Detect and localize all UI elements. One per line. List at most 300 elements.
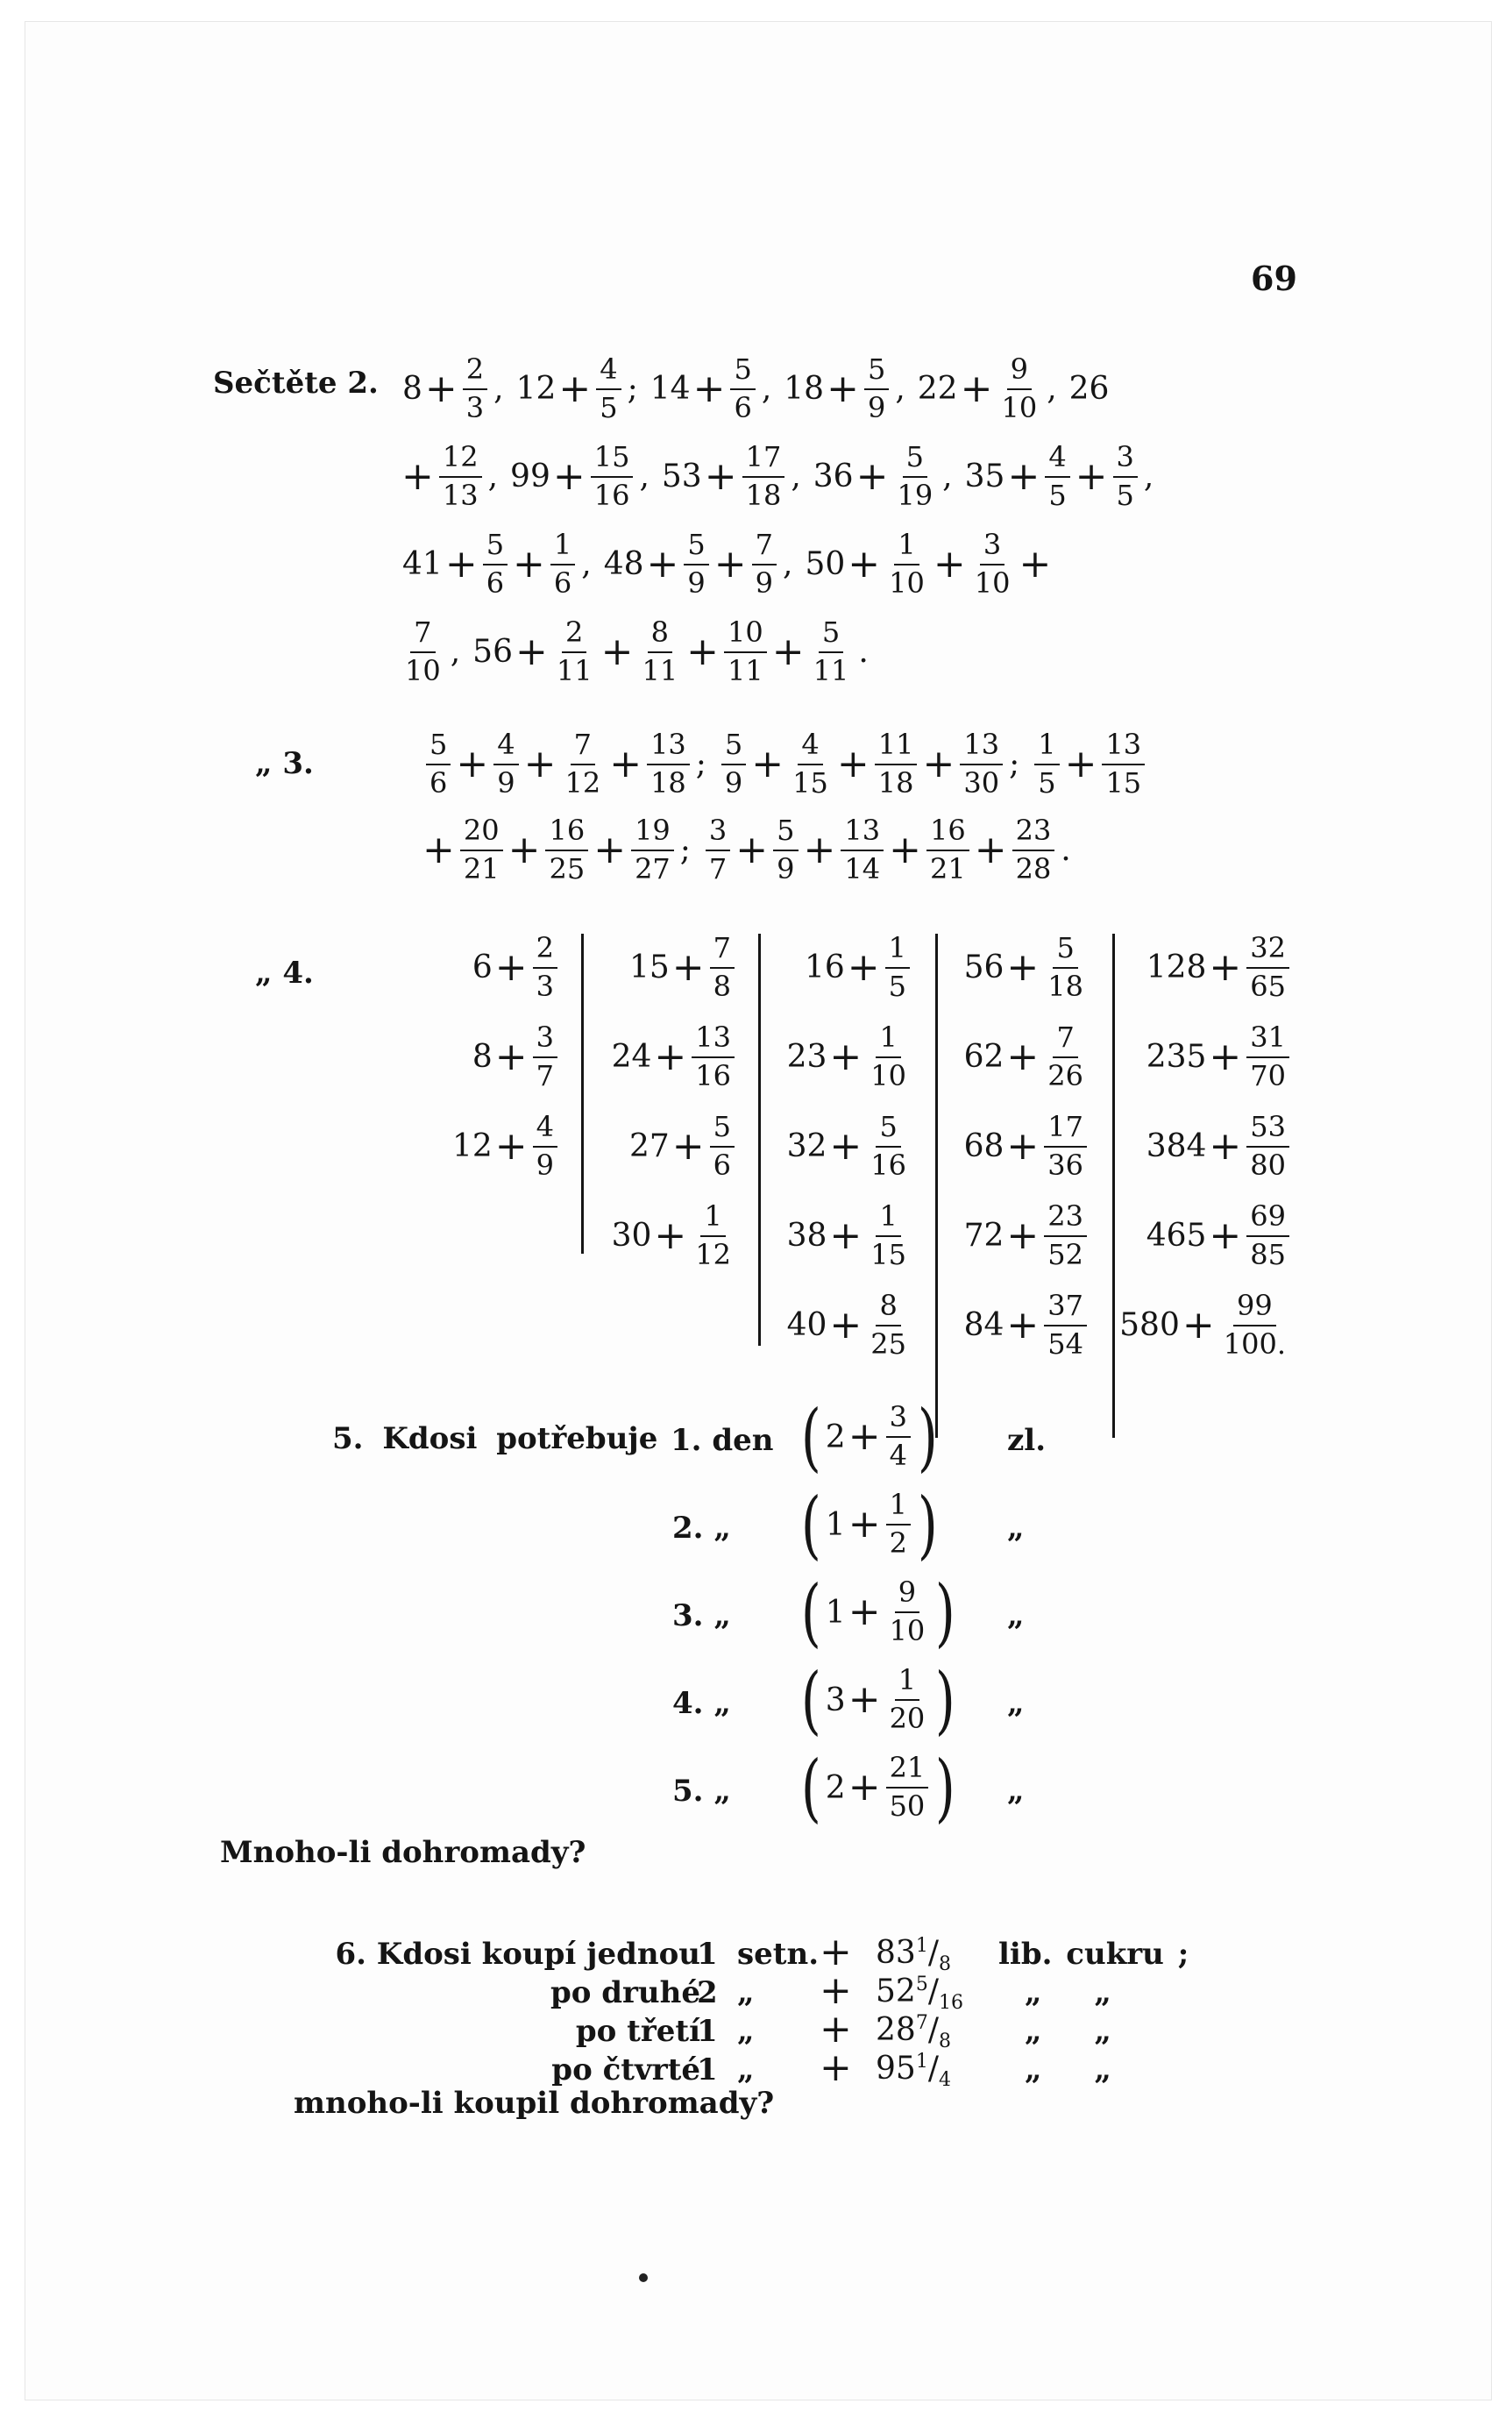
mixed-amount (876, 1935, 951, 1975)
fraction (684, 530, 708, 598)
plus-sign: + (1006, 944, 1040, 990)
whole-number: 1 (825, 1506, 846, 1543)
fraction (1044, 1291, 1087, 1359)
numerator: 8 (648, 618, 672, 653)
fraction (1045, 440, 1069, 512)
denominator: 26 (1047, 1058, 1083, 1092)
numerator: 7 (915, 2012, 928, 2034)
mixed-number-cell (472, 1023, 560, 1091)
unit: „ (737, 2052, 755, 2087)
plus-sign: + (558, 366, 592, 411)
denominator: 3 (465, 390, 485, 424)
whole-number: 2 (825, 1419, 846, 1455)
mixed-number-cell (963, 1110, 1090, 1182)
denominator: 10 (405, 653, 441, 687)
denominator: 28 (1015, 851, 1052, 885)
denominator: 30 (963, 765, 1000, 800)
plus-sign: + (848, 541, 881, 587)
denominator: 9 (536, 1148, 554, 1182)
plus-sign: + (494, 1034, 528, 1079)
whole-number: 72 (963, 1218, 1004, 1255)
plus-sign: + (974, 827, 1007, 872)
mixed-number-cell (804, 931, 912, 1003)
fraction (596, 352, 621, 424)
numerator: 21 (886, 1753, 929, 1789)
numerator: 31 (1246, 1023, 1289, 1058)
unit-label: „ (1007, 1686, 1025, 1721)
whole-number: 36 (813, 459, 854, 495)
page-number: 69 (1251, 259, 1297, 298)
fraction (638, 615, 681, 687)
numerator: 13 (1102, 730, 1145, 765)
numerator: 15 (591, 443, 634, 478)
plus-sign: + (609, 741, 642, 786)
denominator: 7 (536, 1058, 554, 1092)
denominator: 18 (1047, 969, 1083, 1003)
plus-sign: + (494, 1123, 528, 1169)
denominator: 9 (497, 765, 515, 800)
whole-number: 32 (786, 1128, 827, 1165)
denominator: 11 (556, 653, 593, 687)
whole-number: 8 (402, 371, 422, 408)
denominator: 16 (938, 1992, 963, 2015)
exercise-2-row (399, 440, 1166, 512)
fraction (841, 816, 884, 884)
mixed-number-cell (451, 1110, 560, 1182)
numerator: 9 (895, 1578, 919, 1613)
plus-sign: + (1209, 1034, 1242, 1079)
numerator: 3 (533, 1023, 557, 1058)
whole-number: 68 (963, 1128, 1004, 1165)
purchase-text: po třetí (575, 2014, 700, 2049)
numerator: 5 (819, 618, 843, 653)
separator: , (639, 459, 650, 495)
denominator: 100. (1223, 1326, 1286, 1361)
numerator: 1 (876, 1202, 900, 1237)
plus-sign: + (1209, 1123, 1242, 1169)
plus-sign: + (600, 629, 634, 674)
day-label: 5. „ (672, 1774, 731, 1809)
day-label: 4. „ (672, 1686, 731, 1721)
quantity: 1 (697, 1937, 718, 1972)
numerator: 11 (875, 730, 918, 765)
item-label: „ „ (1025, 2014, 1111, 2049)
numerator: 2 (463, 355, 487, 390)
exercise-5-intro: 5. Kdosi potřebuje (332, 1421, 658, 1456)
denominator: 4 (938, 2069, 951, 2092)
denominator: 50 (889, 1789, 926, 1823)
fraction (886, 1575, 929, 1647)
numerator: 5 (876, 1113, 900, 1148)
plus-sign: + (847, 944, 880, 990)
numerator: 13 (647, 730, 690, 765)
numerator: 4 (493, 730, 518, 765)
numerator: 4 (798, 730, 822, 765)
whole-number: 95 (876, 2051, 916, 2087)
item-label: „ „ (1025, 2052, 1111, 2087)
separator: , (783, 546, 793, 583)
whole-number: 40 (786, 1307, 827, 1344)
denominator: 5 (600, 390, 618, 424)
fraction (1044, 1110, 1087, 1182)
left-parenthesis: ( (800, 1394, 821, 1480)
fraction (710, 931, 735, 1003)
denominator: 9 (687, 565, 706, 600)
day-label: 3. „ (672, 1598, 731, 1633)
numerator: 32 (1246, 934, 1289, 969)
denominator: 3 (536, 969, 554, 1003)
numerator: 3 (706, 816, 730, 851)
fraction (647, 730, 690, 798)
day-label: 2. „ (672, 1511, 731, 1546)
mixed-number-cell (1146, 1023, 1292, 1091)
fraction (533, 1110, 557, 1182)
fraction (692, 1199, 735, 1271)
denominator: 70 (1250, 1058, 1286, 1092)
numerator: 1 (915, 1935, 928, 1957)
plus-sign: + (1209, 1213, 1242, 1258)
plus-sign: + (713, 541, 747, 587)
plus-sign: + (1006, 1123, 1040, 1169)
ink-speck (639, 2273, 648, 2282)
left-parenthesis: ( (800, 1657, 821, 1743)
separator: , (487, 459, 499, 495)
exercise-6-question: mnoho-li koupil dohromady? (294, 2086, 775, 2121)
fraction (631, 816, 674, 884)
right-parenthesis: ) (917, 1482, 938, 1568)
denominator: 80 (1250, 1148, 1286, 1182)
whole-number: 56 (472, 634, 513, 671)
numerator: 5 (915, 1974, 928, 1995)
numerator: 5 (710, 1113, 735, 1148)
plus-sign: + (848, 1502, 881, 1547)
denominator: 85 (1250, 1237, 1286, 1271)
fraction (1246, 1023, 1289, 1091)
plus-sign: + (1182, 1302, 1215, 1348)
whole-number: 50 (805, 546, 846, 583)
denominator: 65 (1250, 969, 1286, 1003)
plus-sign: + (933, 541, 966, 587)
fraction (721, 730, 746, 798)
plus-sign: + (593, 827, 627, 872)
unit-label: „ (1007, 1774, 1025, 1809)
denominator: 11 (813, 653, 849, 687)
right-parenthesis: ) (935, 1745, 956, 1831)
fraction (886, 1490, 911, 1558)
plus-sign: + (654, 1213, 687, 1258)
mixed-number-cell (472, 931, 560, 1003)
separator: ; (627, 371, 638, 408)
denominator: 8 (713, 969, 731, 1003)
fraction (439, 440, 482, 512)
plus-sign: + (1075, 453, 1108, 499)
denominator: 25 (870, 1326, 906, 1361)
plus-sign: + (827, 366, 859, 411)
fraction (706, 816, 730, 884)
numerator: 3 (980, 530, 1004, 565)
fraction (960, 730, 1003, 798)
daily-amount (797, 1745, 960, 1831)
whole-number: 8 (472, 1039, 493, 1076)
numerator: 99 (1233, 1291, 1276, 1326)
plus-sign: + (1209, 944, 1242, 990)
numerator: 23 (1044, 1202, 1087, 1237)
fraction (724, 615, 767, 687)
plus-sign: + (1064, 741, 1097, 786)
denominator: 20 (889, 1702, 926, 1735)
numerator: 1 (700, 1202, 725, 1237)
denominator: 14 (844, 851, 881, 885)
fraction (886, 1663, 929, 1735)
mixed-number-cell (963, 1199, 1090, 1271)
fraction (1220, 1291, 1289, 1359)
denominator: 15 (792, 765, 828, 800)
numerator: 5 (773, 816, 798, 851)
denominator: 54 (1047, 1326, 1083, 1361)
item-label: lib. cukru ; (998, 1937, 1189, 1972)
denominator: 25 (549, 851, 586, 885)
plus-sign: + (646, 541, 679, 587)
whole-number: 35 (964, 459, 1005, 495)
purchase-text: po druhé (550, 1975, 700, 2010)
quantity: 1 (697, 2014, 718, 2049)
fraction (752, 530, 777, 598)
plus-sign: + (889, 827, 921, 872)
plus-sign: + (829, 1302, 862, 1348)
daily-amount (797, 1482, 942, 1568)
fraction (692, 1023, 735, 1091)
denominator: 21 (929, 851, 966, 885)
whole-number: 26 (1068, 371, 1110, 408)
numerator: 5 (903, 443, 927, 478)
exercise-3-row (423, 730, 1147, 798)
numerator: 9 (1007, 355, 1032, 390)
whole-number: 2 (825, 1769, 846, 1806)
fraction-slash: / (927, 1974, 939, 2009)
fraction (893, 440, 936, 512)
plus-sign: + (803, 827, 836, 872)
denominator: 8 (938, 1953, 951, 1976)
whole-number: 1 (825, 1594, 846, 1631)
numerator: 23 (1012, 816, 1055, 851)
denominator: 11 (728, 653, 763, 687)
fraction (1246, 1199, 1289, 1271)
plus-sign: + (848, 1414, 881, 1459)
denominator: 21 (463, 851, 500, 885)
plus-sign: + (1019, 541, 1052, 587)
exercise-3-row (420, 816, 1083, 884)
numerator: 4 (533, 1113, 557, 1148)
fraction (533, 931, 557, 1003)
left-parenthesis: ( (800, 1569, 821, 1655)
plus-sign: + (1006, 1034, 1040, 1079)
fraction (401, 615, 444, 687)
denominator: 18 (877, 765, 914, 800)
column-divider (581, 934, 584, 1254)
plus-sign: + (1006, 1213, 1040, 1258)
numerator: 16 (926, 816, 969, 851)
whole-number: 128 (1146, 949, 1207, 986)
exercise-4-label: „ 4. (255, 956, 314, 991)
unit: setn. (737, 1937, 820, 1972)
plus-sign: + (848, 1765, 881, 1810)
plus-sign: + (751, 741, 784, 786)
fraction-slash: / (927, 2012, 939, 2048)
whole-number: 3 (825, 1682, 846, 1718)
denominator: 6 (486, 565, 505, 600)
fraction (867, 1023, 910, 1091)
denominator: 5 (1116, 478, 1134, 512)
denominator: 9 (777, 851, 795, 885)
separator: , (493, 371, 504, 408)
exercise-2-row (399, 615, 881, 687)
fraction (1044, 931, 1087, 1003)
fraction (545, 816, 588, 884)
plus-sign: + (960, 366, 993, 411)
whole-number: 465 (1146, 1218, 1207, 1255)
numerator: 13 (960, 730, 1003, 765)
denominator: 6 (734, 390, 752, 424)
fraction (460, 816, 503, 884)
plus-sign: + (922, 741, 955, 786)
unit-label: zl. (1007, 1423, 1047, 1458)
separator: , (1047, 371, 1057, 408)
separator: , (791, 459, 801, 495)
numerator: 5 (684, 530, 708, 565)
daily-amount (797, 1394, 942, 1480)
plus-sign: + (836, 741, 870, 786)
fraction (463, 352, 487, 424)
numerator: 13 (692, 1023, 735, 1058)
whole-number: 18 (784, 371, 825, 408)
denominator: 9 (724, 765, 743, 800)
separator: ; (1009, 746, 1020, 783)
numerator: 4 (1045, 443, 1069, 478)
denominator: 13 (442, 478, 479, 512)
denominator: 5 (1038, 765, 1056, 800)
separator: , (761, 371, 772, 408)
numerator: 3 (886, 1403, 911, 1438)
numerator: 12 (439, 443, 482, 478)
fraction (864, 352, 889, 424)
fraction (789, 730, 832, 798)
day-label: 1. den (671, 1423, 774, 1458)
fraction (997, 352, 1040, 424)
separator: . (858, 634, 869, 671)
denominator: 10 (870, 1058, 906, 1092)
denominator: 10 (1001, 390, 1038, 424)
numerator: 1 (876, 1023, 900, 1058)
numerator: 7 (752, 530, 777, 565)
mixed-number-cell (611, 1199, 737, 1271)
separator: ; (695, 746, 706, 783)
numerator: 17 (1044, 1113, 1087, 1148)
plus-sign: + (735, 827, 769, 872)
denominator: 12 (695, 1237, 731, 1271)
fraction (493, 730, 518, 798)
fraction (1246, 1110, 1289, 1182)
book-page (25, 21, 1492, 2400)
fraction (742, 440, 785, 512)
mixed-number-cell (1146, 1199, 1292, 1271)
plus-sign: + (692, 366, 726, 411)
whole-number: 235 (1146, 1039, 1207, 1076)
separator: , (895, 371, 905, 408)
numerator: 3 (1113, 443, 1138, 478)
plus-sign: + (848, 1589, 881, 1634)
right-parenthesis: ) (935, 1657, 956, 1743)
denominator: 16 (695, 1058, 731, 1092)
plus-sign: + (523, 741, 557, 786)
numerator: 5 (1053, 934, 1077, 969)
numerator: 5 (483, 530, 508, 565)
numerator: 2 (562, 618, 586, 653)
fraction (867, 1291, 910, 1359)
plus-sign: + (1007, 453, 1040, 499)
numerator: 53 (1246, 1113, 1289, 1148)
whole-number: 28 (876, 2012, 916, 2048)
numerator: 1 (895, 1666, 919, 1701)
fraction (810, 615, 853, 687)
unit-label: „ (1007, 1511, 1025, 1546)
fraction (875, 730, 918, 798)
denominator: 15 (1105, 765, 1142, 800)
whole-number: 12 (515, 371, 557, 408)
fraction (886, 1400, 911, 1472)
daily-amount (797, 1569, 960, 1655)
fraction (533, 1023, 557, 1091)
denominator: 5 (1048, 478, 1067, 512)
fraction (561, 730, 604, 798)
denominator: 10 (889, 1614, 926, 1647)
whole-number: 30 (611, 1218, 652, 1255)
denominator: 36 (1047, 1148, 1083, 1182)
numerator: 37 (1044, 1291, 1087, 1326)
numerator: 7 (710, 934, 735, 969)
exercise-5-question: Mnoho-li dohromady? (220, 1835, 586, 1870)
mixed-number-cell (964, 1291, 1090, 1359)
numerator: 7 (410, 618, 435, 653)
fraction (550, 530, 575, 598)
mixed-number-cell (628, 1110, 737, 1182)
plus-sign: + (829, 1034, 862, 1079)
separator: , (581, 546, 592, 583)
right-parenthesis: ) (917, 1394, 938, 1480)
fraction (886, 1753, 929, 1821)
quantity: 1 (697, 2052, 718, 2087)
exercise-2-row (402, 352, 1110, 424)
fraction (867, 1110, 910, 1182)
mixed-number-cell (963, 931, 1090, 1003)
unit: „ (737, 1975, 755, 2010)
denominator: 52 (1047, 1237, 1083, 1271)
denominator: 11 (642, 653, 678, 687)
whole-number: 84 (963, 1307, 1004, 1344)
denominator: 10 (974, 565, 1011, 600)
separator: , (450, 634, 461, 671)
fraction (885, 530, 928, 598)
denominator: 27 (635, 851, 671, 885)
denominator: 15 (870, 1237, 906, 1271)
whole-number: 16 (804, 949, 845, 986)
fraction (1044, 1023, 1087, 1091)
plus-sign: + (401, 453, 434, 499)
denominator: 10 (889, 565, 925, 600)
numerator: 5 (730, 355, 755, 390)
numerator: 1 (894, 530, 919, 565)
denominator: 16 (593, 478, 630, 512)
column-divider (758, 934, 761, 1346)
